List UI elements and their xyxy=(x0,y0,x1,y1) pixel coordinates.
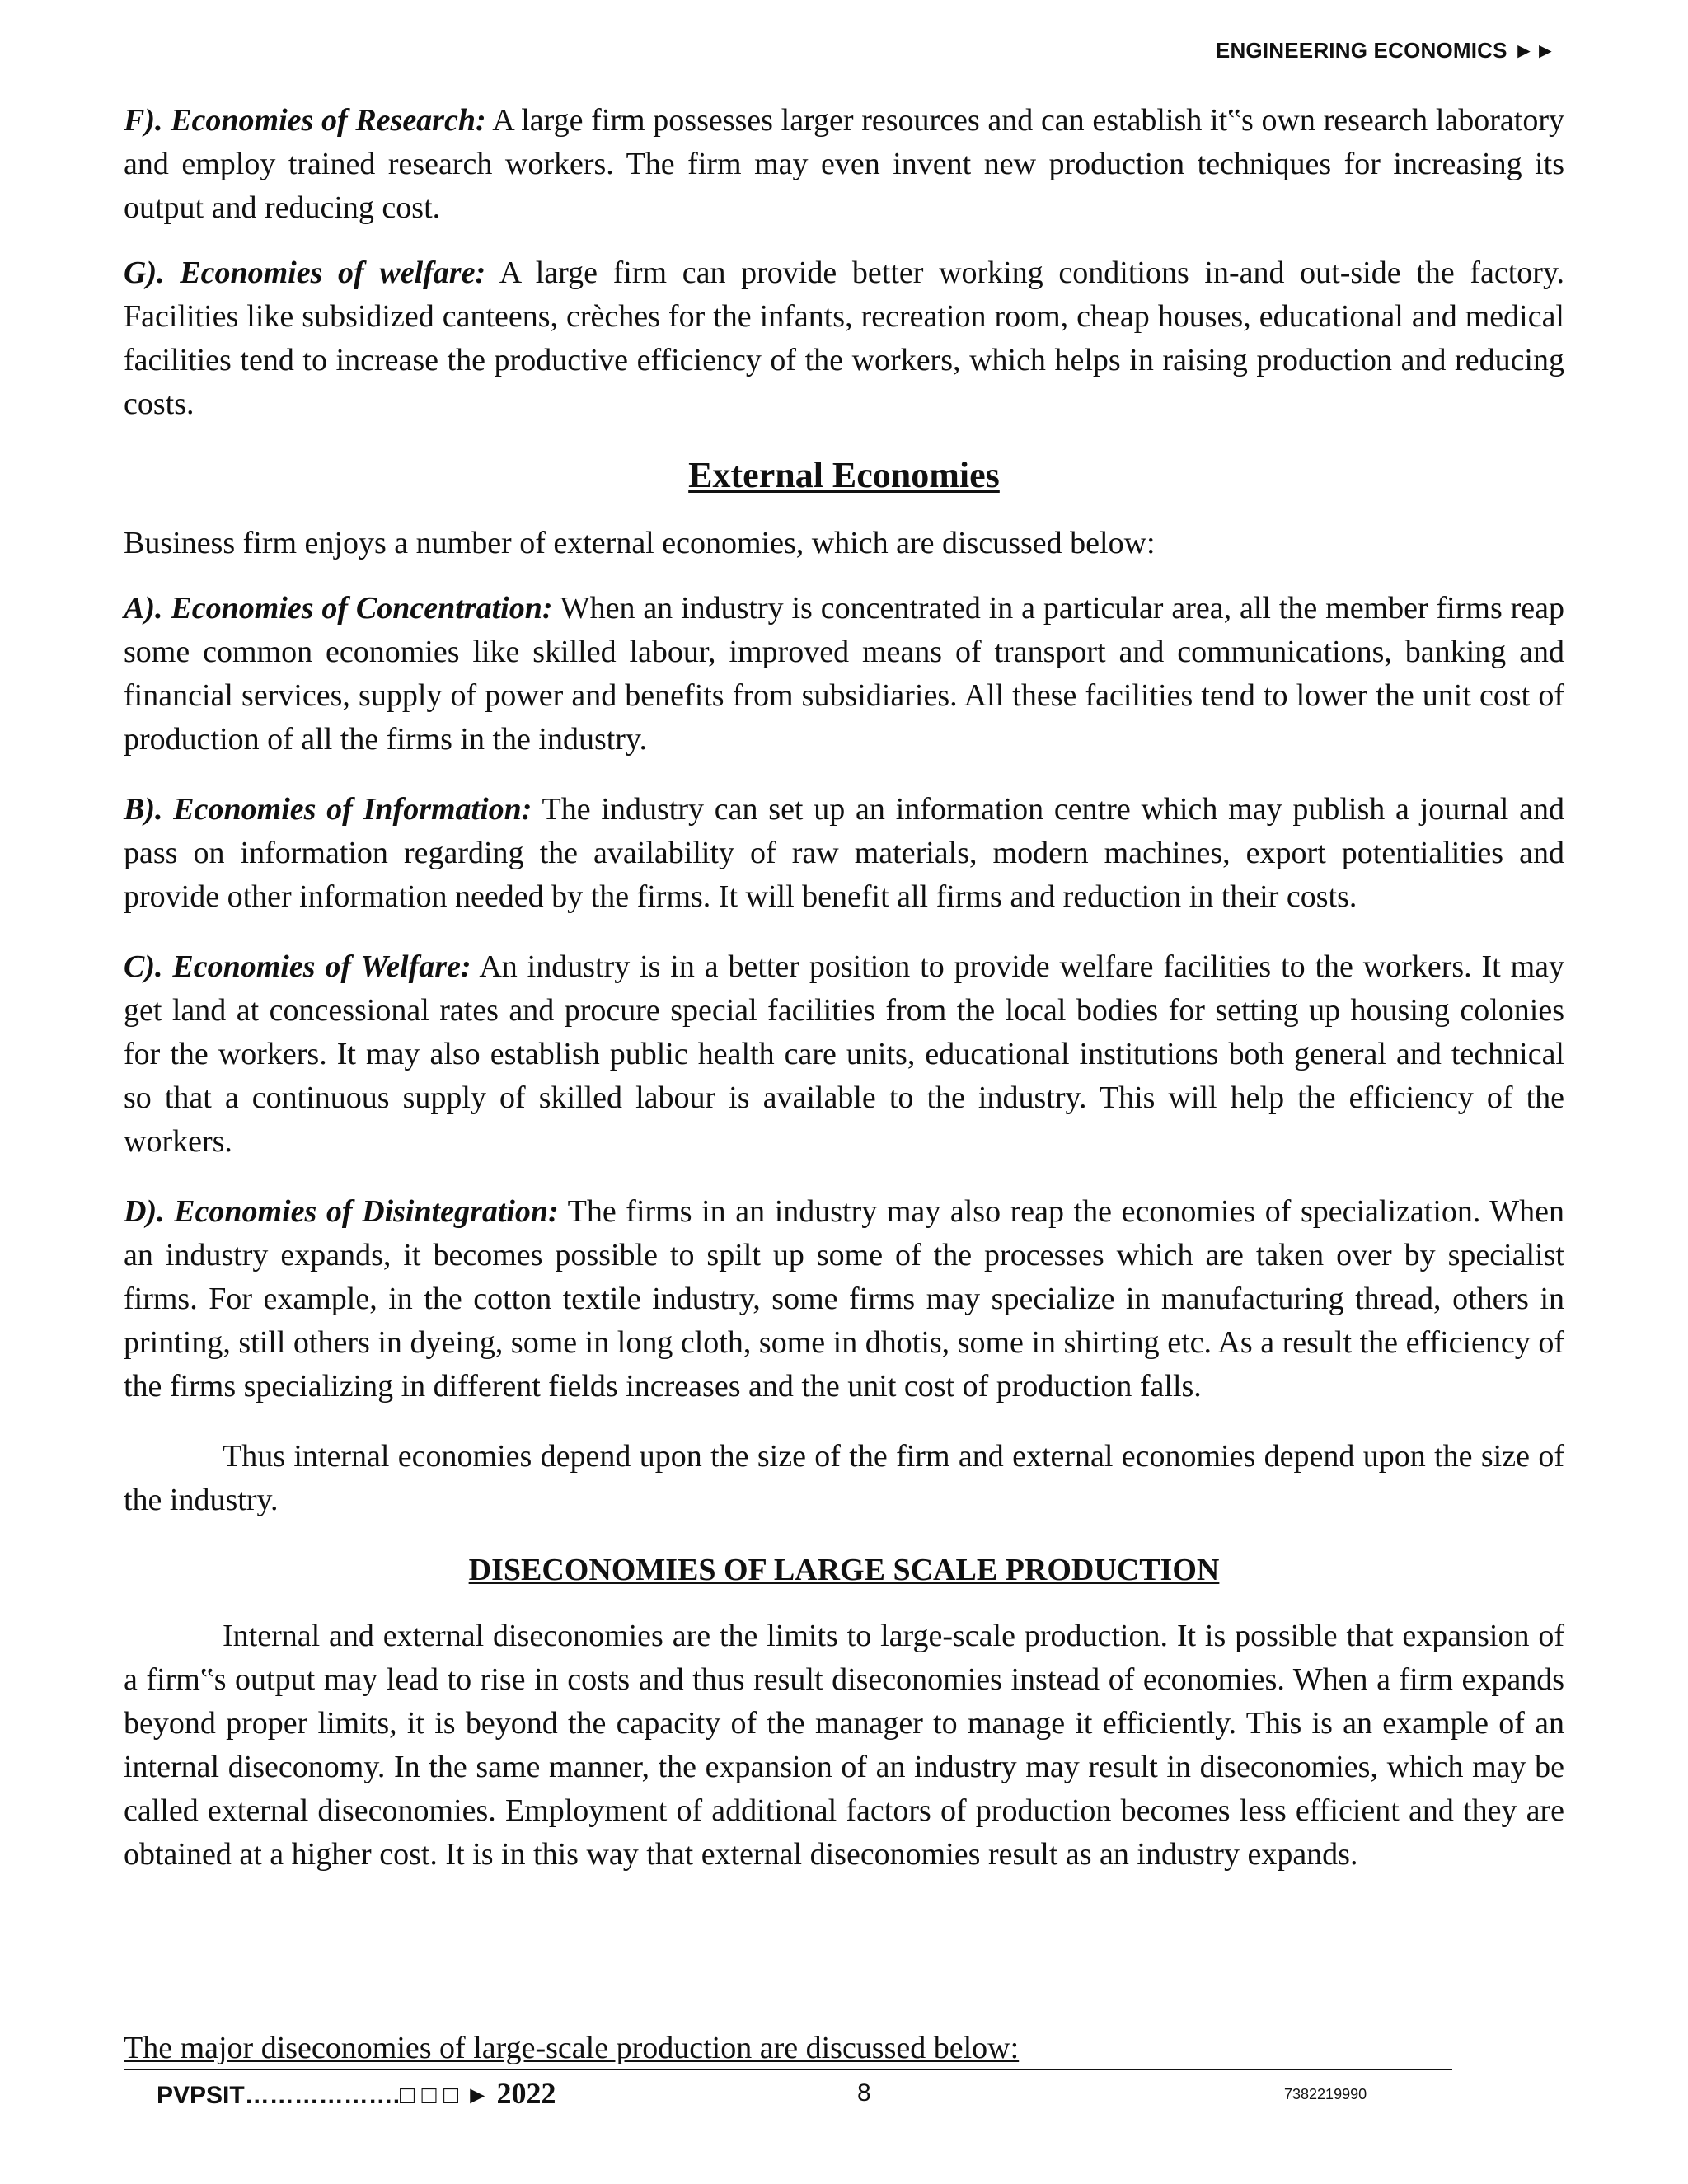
term-economies-of-welfare-external: C). Economies of Welfare: xyxy=(124,949,471,984)
footer-institution-label: PVPSIT……………….□ □ □ ► xyxy=(157,2082,490,2109)
closing-line: The major diseconomies of large-scale production are discussed below: xyxy=(124,2027,1452,2070)
heading-external-economies: External Economies xyxy=(688,455,1000,495)
term-economies-of-concentration: A). Economies of Concentration: xyxy=(124,591,553,626)
text-economies-of-welfare-internal: A large firm can provide better working conditions in-and out-side the factory. Facilities like subsidized canteens, crèches for the infants, recreation room, cheap houses, educational and medical facilities tend to increase the productive efficiency of the workers, which helps in raising production and reducing costs. xyxy=(124,255,1564,421)
paragraph-economies-of-research xyxy=(124,99,1564,230)
text-economies-of-welfare-external: An industry is in a better position to provide welfare facilities to the workers. It may get land at concessional rates and procure special facilities from the local bodies for setting up housing colonies for the workers. It may also establish public health care units, educational institutions both general and technical so that a continuous supply of skilled labour is available to the industry. This will help the efficiency of the workers. xyxy=(124,949,1565,1159)
paragraph-economies-of-disintegration xyxy=(124,1190,1564,1408)
text-economies-of-concentration: When an industry is concentrated in a particular area, all the member firms reap some common economies like skilled labour, improved means of transport and communications, banking and financial services, supply of power and benefits from subsidiaries. All these facilities tend to lower the unit cost of production of all the firms in the industry. xyxy=(124,591,1564,757)
paragraph-economies-of-information xyxy=(124,788,1564,919)
text-economies-of-research: A large firm possesses larger resources and can establish it‟s own research laboratory and employ trained research workers. The firm may even invent new production techniques for increasing its output and reducing cost. xyxy=(124,103,1564,225)
running-header: ENGINEERING ECONOMICS ►► xyxy=(1215,38,1556,63)
term-economies-of-information: B). Economies of Information: xyxy=(124,792,532,827)
term-economies-of-disintegration: D). Economies of Disintegration: xyxy=(124,1194,559,1229)
page-number: 8 xyxy=(857,2079,871,2107)
paragraph-diseconomies: Internal and external diseconomies are the limits to large-scale production. It is possible that expansion of a firm‟s output may lead to rise in costs and thus result diseconomies instead of economies. When a firm expands beyond proper limits, it is beyond the capacity of the manager to manage it efficiently. This is an example of an internal diseconomy. In the same manner, the expansion of an industry may result in diseconomies, which may be called external diseconomies. Employment of additional factors of production becomes less efficient and they are obtained at a higher cost. It is in this way that external diseconomies result as an industry expands. xyxy=(124,1619,1564,1872)
text-economies-of-disintegration: The firms in an industry may also reap the economies of specialization. When an industry expands, it becomes possible to spilt up some of the processes which are taken over by specialist firms. For example, in the cotton textile industry, some firms may specialize in manufacturing thread, others in printing, still others in dyeing, some in long cloth, some in dhotis, some in shirting etc. As a result the efficiency of the firms specializing in different fields increases and the unit cost of production falls. xyxy=(124,1194,1565,1404)
footer-phone: 7382219990 xyxy=(1284,2086,1367,2102)
footer-institution xyxy=(157,2075,556,2114)
term-economies-of-research: F). Economies of Research: xyxy=(124,103,486,138)
paragraph-economies-of-welfare-external xyxy=(124,945,1564,1164)
text-economies-of-information: The industry can set up an information centre which may publish a journal and pass on information regarding the availability of raw materials, modern machines, export potentialities and provide other information needed by the firms. It will benefit all firms and reduction in their costs. xyxy=(124,792,1564,914)
page-content xyxy=(124,99,1564,1903)
page-footer xyxy=(0,2075,1688,2116)
footer-year: 2022 xyxy=(496,2077,556,2110)
paragraph-economies-of-welfare-internal xyxy=(124,251,1564,426)
paragraph-summary: Thus internal economies depend upon the size of the firm and external economies depend upon the size of the industry. xyxy=(124,1439,1564,1517)
paragraph-economies-of-concentration xyxy=(124,587,1564,762)
heading-diseconomies: DISECONOMIES OF LARGE SCALE PRODUCTION xyxy=(468,1553,1220,1587)
term-economies-of-welfare-internal: G). Economies of welfare: xyxy=(124,255,486,290)
paragraph-external-intro: Business firm enjoys a number of external economies, which are discussed below: xyxy=(124,526,1156,560)
